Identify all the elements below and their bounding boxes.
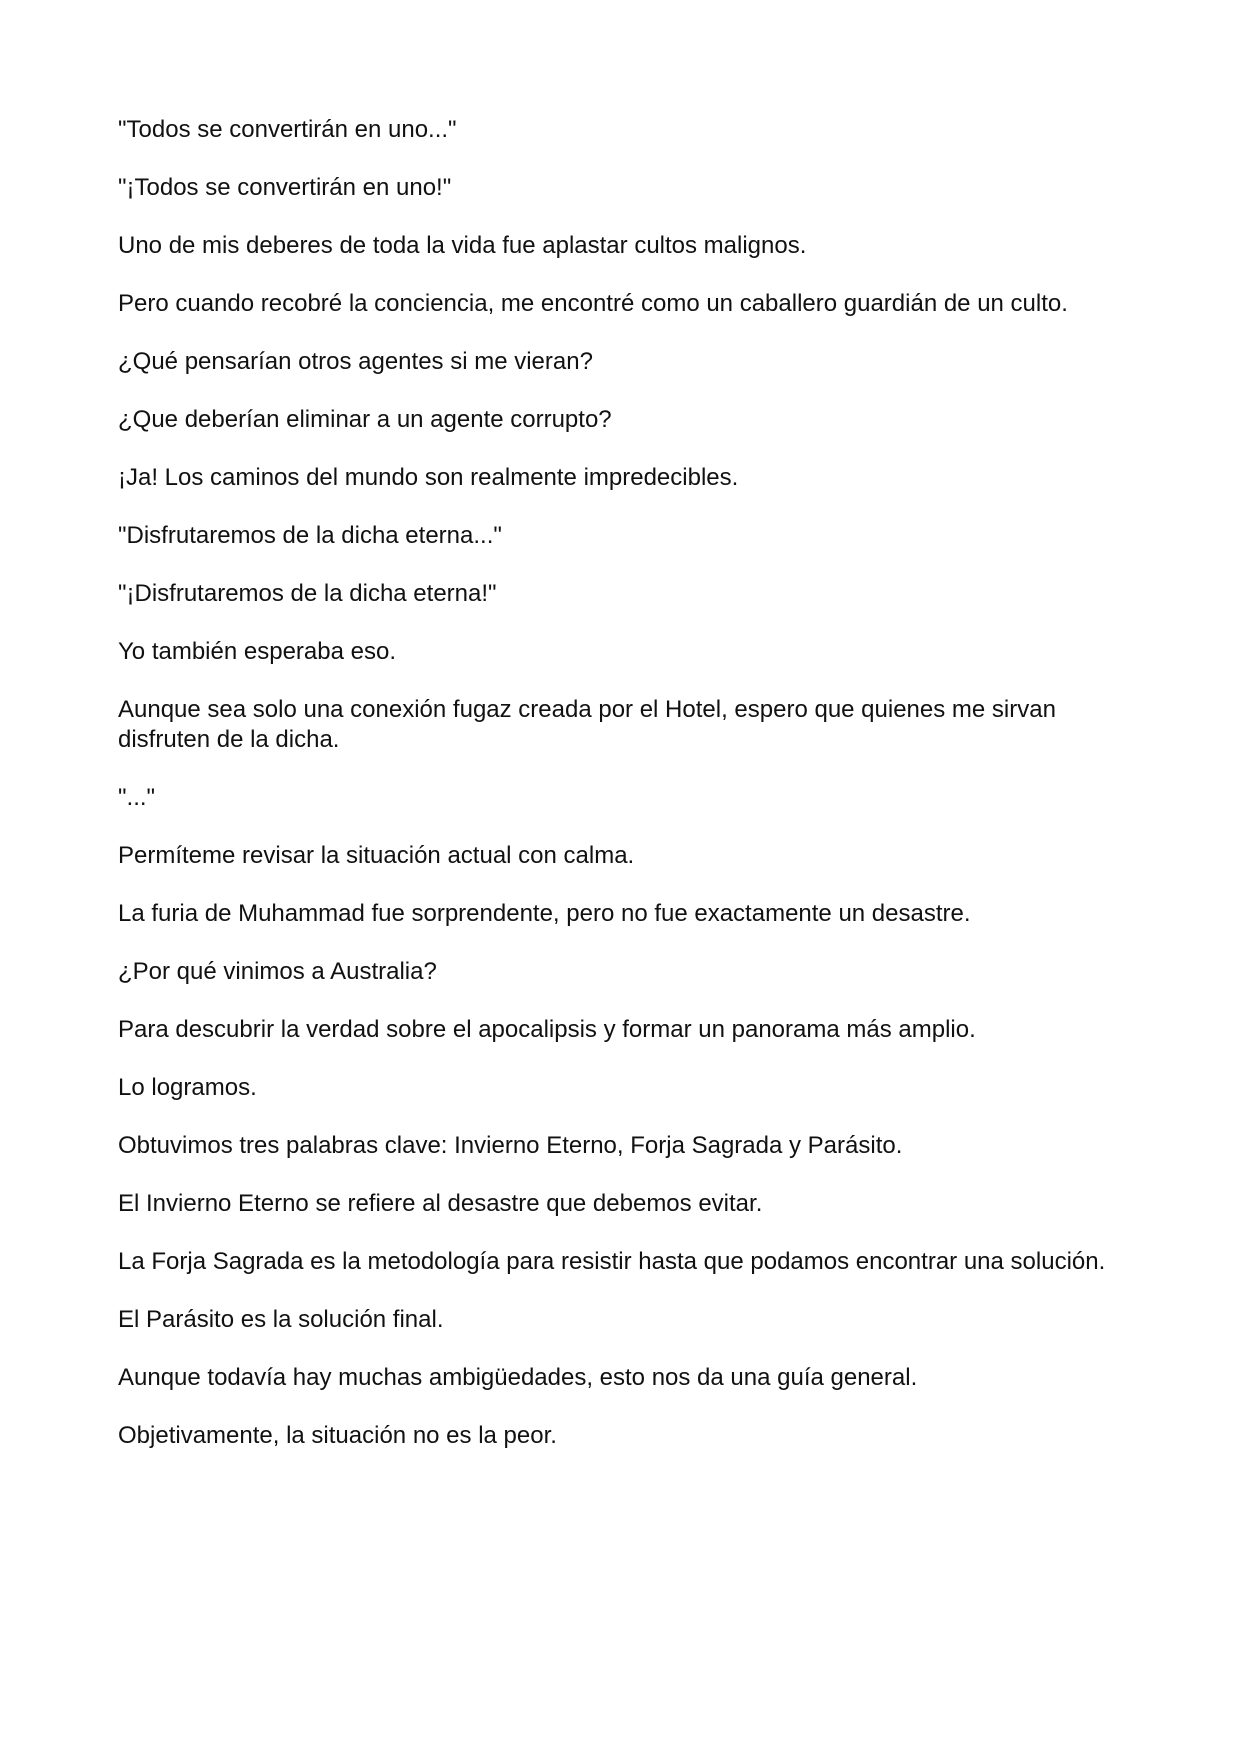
paragraph-16: Para descubrir la verdad sobre el apocalipsis y formar un panorama más amplio. <box>118 1016 976 1043</box>
paragraph-21: El Parásito es la solución final. <box>118 1306 444 1333</box>
paragraph-13: Permíteme revisar la situación actual con calma. <box>118 842 635 869</box>
paragraph-5: ¿Qué pensarían otros agentes si me vieran? <box>118 348 593 375</box>
paragraph-10: Yo también esperaba eso. <box>118 638 396 665</box>
paragraph-9: "¡Disfrutaremos de la dicha eterna!" <box>118 580 497 607</box>
paragraph-20: La Forja Sagrada es la metodología para resistir hasta que podamos encontrar una solución. <box>118 1248 1106 1275</box>
paragraph-11: Aunque sea solo una conexión fugaz creada por el Hotel, espero que quienes me sirvan disfruten de la dicha. <box>118 696 1056 753</box>
paragraph-7: ¡Ja! Los caminos del mundo son realmente impredecibles. <box>118 464 739 491</box>
paragraph-15: ¿Por qué vinimos a Australia? <box>118 958 437 985</box>
paragraph-2: "¡Todos se convertirán en uno!" <box>118 174 452 201</box>
paragraph-6: ¿Que deberían eliminar a un agente corrupto? <box>118 406 612 433</box>
paragraph-8: "Disfrutaremos de la dicha eterna..." <box>118 522 502 549</box>
paragraph-19: El Invierno Eterno se refiere al desastre que debemos evitar. <box>118 1190 763 1217</box>
paragraph-3: Uno de mis deberes de toda la vida fue aplastar cultos malignos. <box>118 232 807 259</box>
paragraph-12: "..." <box>118 784 156 811</box>
paragraph-17: Lo logramos. <box>118 1074 257 1101</box>
paragraph-4: Pero cuando recobré la conciencia, me encontré como un caballero guardián de un culto. <box>118 290 1068 317</box>
document-body <box>118 115 1123 1479</box>
paragraph-14: La furia de Muhammad fue sorprendente, pero no fue exactamente un desastre. <box>118 900 971 927</box>
paragraph-18: Obtuvimos tres palabras clave: Invierno Eterno, Forja Sagrada y Parásito. <box>118 1132 903 1159</box>
paragraph-23: Objetivamente, la situación no es la peor. <box>118 1422 557 1449</box>
paragraph-22: Aunque todavía hay muchas ambigüedades, esto nos da una guía general. <box>118 1364 918 1391</box>
paragraph-1: "Todos se convertirán en uno..." <box>118 116 457 143</box>
